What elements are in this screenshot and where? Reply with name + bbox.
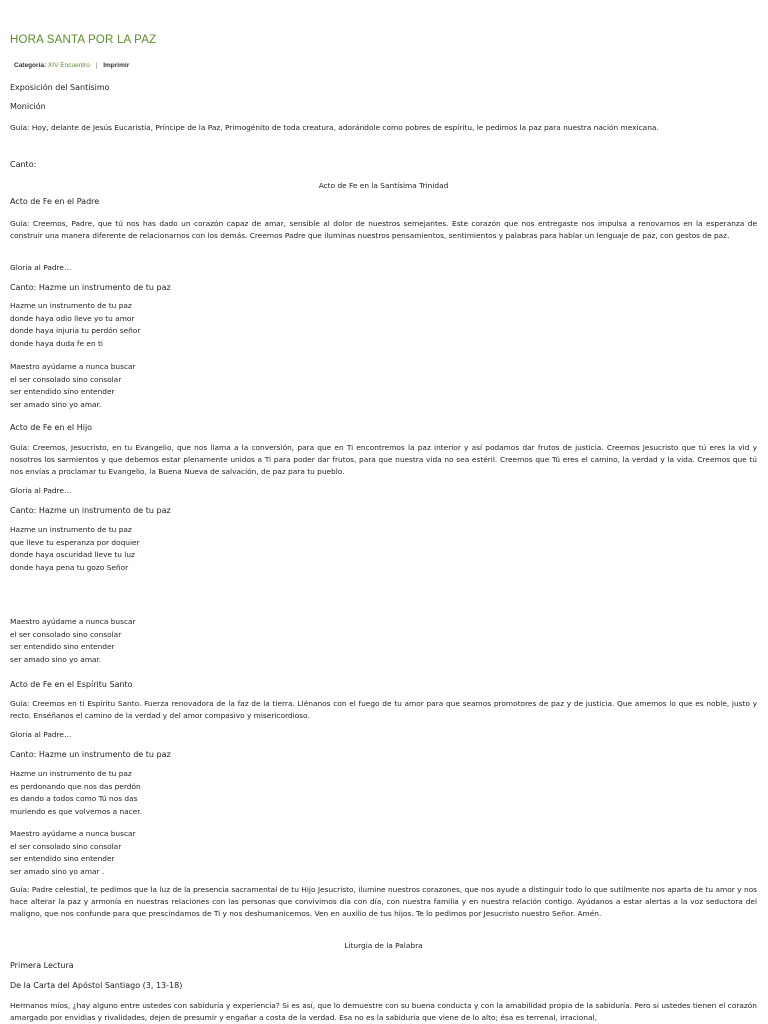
- meta-separator: |: [95, 62, 98, 69]
- heading-acto-padre: Acto de Fe en el Padre: [10, 197, 100, 206]
- chorus-block-3: [10, 828, 757, 878]
- verse-line: donde haya pena tu gozo Señor: [10, 562, 129, 572]
- gloria-2: Gloria al Padre…: [10, 486, 72, 495]
- article-meta: [14, 62, 129, 69]
- verse-line: Hazme un instrumento de tu paz: [10, 769, 132, 778]
- paragraph-guia-1: Guía: Hoy, delante de Jesús Eucaristía, Príncipe de la Paz, Primogénito de toda creatura, adorándole como pobres de espíritu, le pedimos la paz para nuestra nación mexicana.: [10, 123, 659, 132]
- category-label: Categoría:: [14, 62, 47, 69]
- verse-line: donde haya injuria tu perdón señor: [10, 326, 141, 335]
- heading-liturgia: Liturgia de la Palabra: [344, 941, 423, 950]
- paragraph-lectura: Hermanos míos, ¿hay alguno entre ustedes con sabiduría y experiencia? Si es así, que lo demuestre con su buena conducta y con la amabilidad propia de la sabiduría. Pero si ustedes tienen el corazón amargado por envidias y rivalidades, dejen de presumir y engañar a costa de la verdad. Esa no es la sabiduría que viene de lo alto; ésa es terrenal, irracional,: [10, 1001, 757, 1022]
- canto-label-3: Canto: Hazme un instrumento de tu paz: [10, 506, 171, 515]
- verse-line: el ser consolado sino consolar: [10, 629, 122, 639]
- paragraph-guia-padre: Guía: Creemos, Padre, que tú nos has dado un corazón capaz de amar, sensible al dolor de nuestros semejantes. Este corazón que nos entregaste nos impulsa a renovarnos en la esperanza de construir una manera diferente de relacionarnos con los demás. Creemos Padre que iluminas nuestros pensamientos, sentimientos y palabras para hablar un lenguaje de paz, con gestos de paz.: [10, 219, 757, 240]
- canto-label-2: Canto: Hazme un instrumento de tu paz: [10, 283, 171, 292]
- canto-label-4: Canto: Hazme un instrumento de tu paz: [10, 750, 171, 759]
- verse-line: que lleve tu esperanza por doquier: [10, 537, 140, 547]
- paragraph-guia-final: Guía: Padre celestial, te pedimos que la luz de la presencia sacramental de tu Hijo Jesucristo, ilumine nuestros corazones, que nos ayude a distinguir todo lo que sutilmente nos aparta de tu amor y nos hace alterar la paz y armonía en nuestras relaciones con las personas que convivimos día con día, con nuestra familia y en nuestra relación contigo. Ayúdanos a estar alertas a la voz seductora del maligno, que nos confunde para que prescindamos de Ti y nos deshumanicemos. Ven en auxilio de tus hijos. Te lo pedimos por Jesucristo nuestro Señor. Amén.: [10, 885, 757, 918]
- verse-block-2: [10, 524, 757, 574]
- verse-line: ser amado sino yo amar .: [10, 866, 105, 876]
- category-link[interactable]: XIV Encuentro: [47, 62, 90, 69]
- verse-line: ser entendido sino entender: [10, 854, 115, 863]
- verse-line: Maestro ayúdame a nunca buscar: [10, 617, 136, 626]
- chorus-block-1: [10, 361, 757, 411]
- print-link[interactable]: Imprimir: [103, 62, 130, 69]
- verse-line: es dando a todos como Tú nos das: [10, 794, 138, 803]
- heading-acto-espiritu: Acto de Fe en el Espíritu Santo: [10, 680, 133, 689]
- heading-carta: De la Carta del Apóstol Santiago (3, 13-18): [10, 981, 183, 990]
- canto-label-1: Canto:: [10, 160, 37, 169]
- verse-line: Hazme un instrumento de tu paz: [10, 301, 132, 310]
- gloria-1: Gloria al Padre…: [10, 263, 72, 272]
- verse-line: donde haya oscuridad lleve tu luz: [10, 550, 135, 559]
- verse-line: ser entendido sino entender: [10, 387, 115, 396]
- heading-exposicion: Exposición del Santísimo: [10, 83, 110, 92]
- verse-line: Maestro ayúdame a nunca buscar: [10, 829, 136, 838]
- heading-primera-lectura: Primera Lectura: [10, 961, 74, 970]
- verse-line: el ser consolado sino consolar: [10, 841, 122, 851]
- verse-line: ser amado sino yo amar.: [10, 654, 102, 664]
- verse-line: el ser consolado sino consolar: [10, 374, 122, 384]
- verse-line: ser amado sino yo amar.: [10, 399, 102, 409]
- heading-acto-hijo: Acto de Fe en el Hijo: [10, 423, 93, 432]
- verse-block-1: [10, 300, 757, 350]
- verse-line: ser entendido sino entender: [10, 642, 115, 651]
- verse-line: donde haya odio lleve yo tu amor: [10, 313, 135, 323]
- article-title: HORA SANTA POR LA PAZ: [10, 34, 157, 46]
- verse-line: Maestro ayúdame a nunca buscar: [10, 362, 136, 371]
- verse-block-3: [10, 768, 757, 818]
- heading-acto-trinidad: Acto de Fe en la Santísima Trinidad: [318, 181, 449, 190]
- verse-line: es perdonando que nos das perdón: [10, 781, 141, 791]
- paragraph-guia-espiritu: Guía: Creemos en ti Espíritu Santo. Fuerza renovadora de la faz de la tierra. Llénanos con el fuego de tu amor para que seamos promotores de paz y de justicia. Que amemos lo que es noble, justo y recto. Enséñanos el camino de la verdad y del amor compasivo y misericordioso.: [10, 699, 757, 720]
- verse-line: muriendo es que volvemos a nacer.: [10, 806, 142, 816]
- paragraph-guia-hijo: Guía: Creemos, Jesucristo, en tu Evangelio, que nos llama a la conversión, para que en Ti encontremos la paz interior y así podamos dar frutos de justicia. Creemos Jesucristo que tú eres la vid y nosotros los sarmientos y que debemos estar plenamente unidos a Ti para poder dar frutos, para que nuestra vida no sea estéril. Creemos que Tú eres el camino, la verdad y la vida. Creemos que tú nos envías a proclamar tu Evangelio, la Buena Nueva de salvación, de paz para tu pueblo.: [10, 443, 757, 476]
- gloria-3: Gloria al Padre…: [10, 730, 72, 739]
- verse-line: Hazme un instrumento de tu paz: [10, 525, 132, 534]
- chorus-block-2: [10, 616, 757, 666]
- heading-monicion: Monición: [10, 102, 46, 111]
- verse-line: donde haya duda fe en ti: [10, 338, 103, 348]
